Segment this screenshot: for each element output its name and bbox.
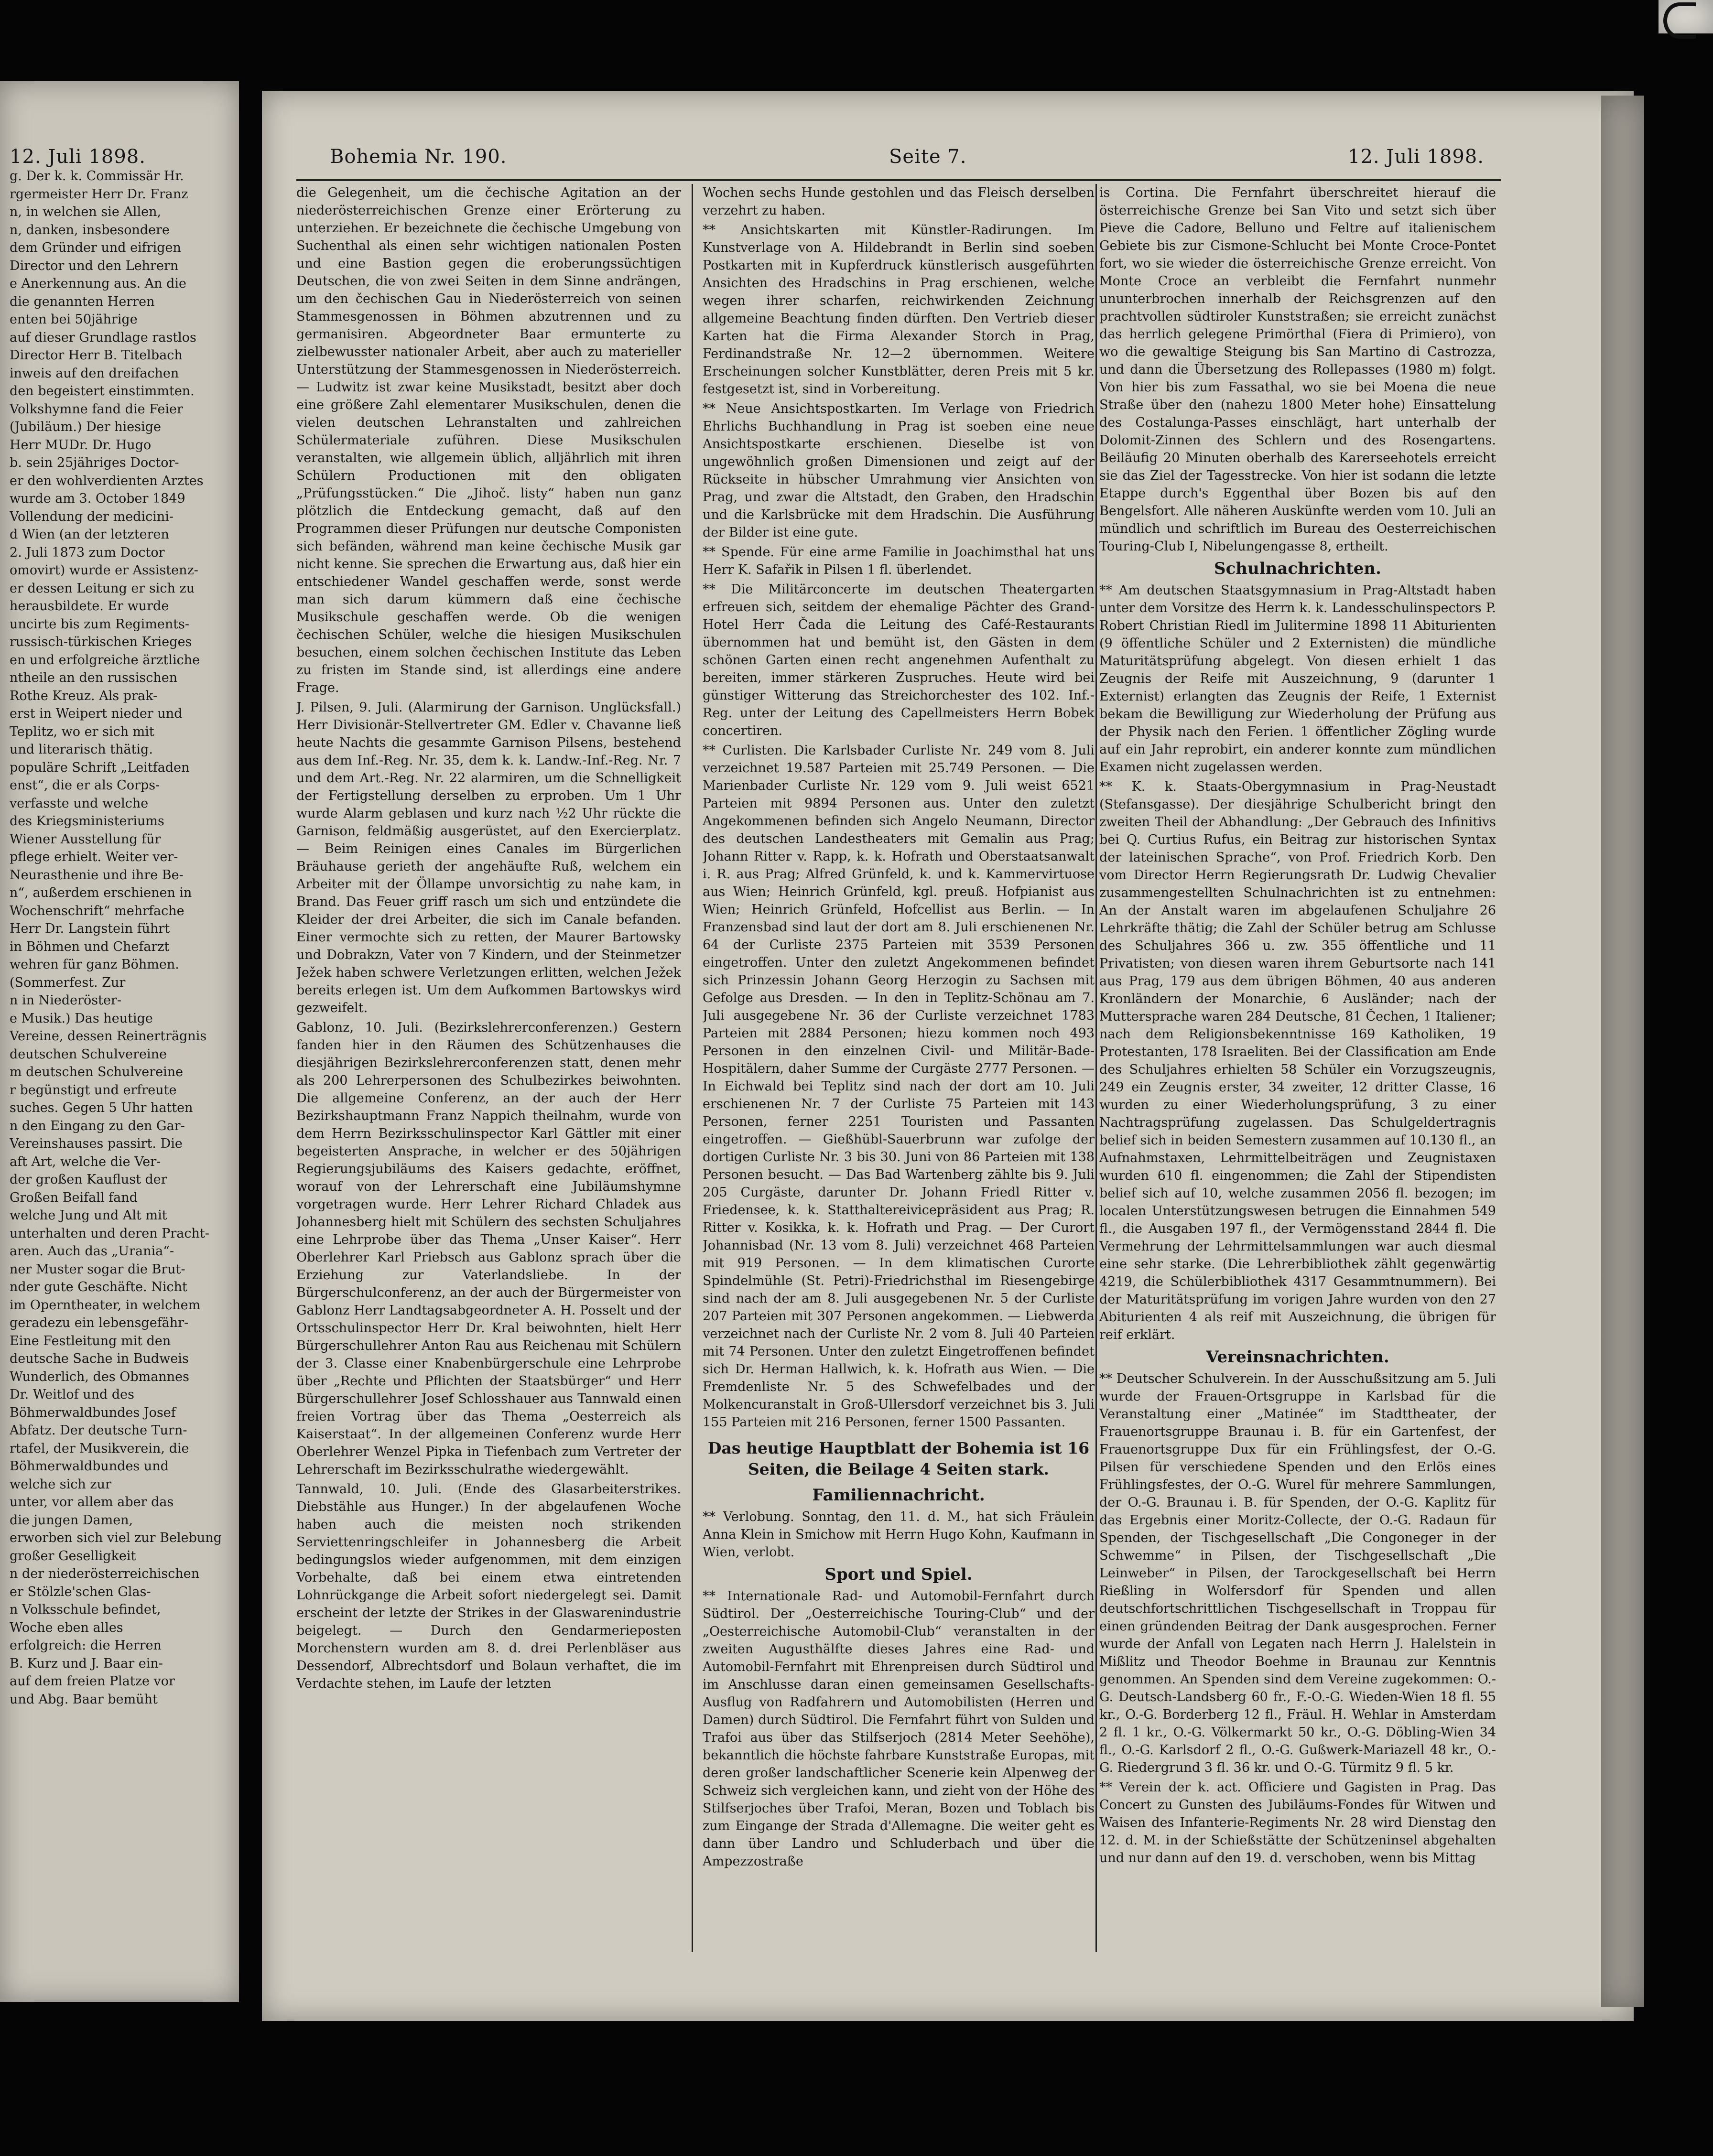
left-page-line: im Operntheater, in welchem	[10, 1297, 201, 1313]
left-page-line: geradezu ein lebensgefähr-	[10, 1315, 189, 1330]
left-page-line: erst in Weipert nieder und	[10, 706, 183, 721]
left-page-line: aft Art, welche die Ver-	[10, 1154, 161, 1169]
left-page-line: Vereine, dessen Reinerträgnis	[10, 1029, 207, 1044]
left-page-line: Wochenschrift“ mehrfache	[10, 903, 184, 918]
left-page-line: suches. Gegen 5 Uhr hatten	[10, 1100, 193, 1115]
left-page-line: der großen Kauflust der	[10, 1172, 167, 1187]
left-page-line: inweis auf den dreifachen	[10, 366, 179, 381]
column-1	[296, 184, 681, 1952]
article-agitation: die Gelegenheit, um die čechische Agitation an der niederösterreichischen Grenze einer Erörterung zu unterziehen. Er bezeichnete die čechische Umgebung von Suchenthal als einen sehr wichtigen nationalen Posten und eine Bastion gegen die eroberungssüchtigen Deutschen, die von zwei Seiten in dem Sinne andrängen, um den čechischen Gau in Niederösterreich von seinen Stammesgenossen in Böhmen abzutrennen und zu germanisiren. Abgeordneter Baar ermunterte zu zielbewusster nationaler Arbeit, aber auch zu materieller Unterstützung der Stammesgenossen in Niederösterreich. — Ludwitz ist zwar keine Musikstadt, besitzt aber doch eine größere Zahl elementarer Musikschulen, denen die vielen deutschen Lehranstalten und zahlreichen Schülermateriale zuführen. Diese Musikschulen veranstalten, wie allgemein üblich, alljährlich mit ihren Schülern Productionen mit den obligaten „Prüfungsstücken.“ Die „Jihoč. listy“ haben nun ganz plötzlich die Entdeckung gemacht, daß auf den Programmen dieser Prüfungen nur deutsche Componisten sich befänden, während man keine čechische Musik gar nicht kenne. Sie sprechen die Erwartung aus, daß hier ein entschiedener Wandel geschaffen werde, sonst werde man sich darum kümmern daß eine čechische Musikschule geschaffen werde. Ob die wenigen čechischen Schüler, welche die hiesigen Musikschulen besuchen, einem solchen čechischen Institute das Leben zu fristen im Stande sind, ist allerdings eine andere Frage.	[296, 185, 681, 695]
handwritten-mark	[1663, 2, 1696, 39]
left-page-line: aren. Auch das „Urania“-	[10, 1244, 174, 1259]
left-page-line: Director und den Lehrern	[10, 258, 179, 273]
left-page-line: Abfatz. Der deutsche Turn-	[10, 1423, 187, 1438]
school-heading: Schulnachrichten.	[1214, 559, 1381, 578]
column-rule-2	[1095, 184, 1097, 1952]
left-page-line: die jungen Damen,	[10, 1512, 133, 1528]
left-page-line: er dessen Leitung er sich zu	[10, 581, 195, 596]
article-spende: ** Spende. Für eine arme Familie in Joachimsthal hat uns Herr K. Safařik in Pilsen 1 fl. überlendet.	[703, 545, 1095, 577]
left-page-line: n Volksschule befindet,	[10, 1602, 161, 1617]
left-page-line: in Böhmen und Chefarzt	[10, 939, 170, 954]
left-page-line: Großen Beifall fand	[10, 1190, 138, 1205]
left-page-line: rtafel, der Musikverein, die	[10, 1441, 189, 1456]
left-page-line: d Wien (an der letzteren	[10, 527, 169, 542]
left-page-line: Neurasthenie und ihre Be-	[10, 867, 184, 883]
article-dogs: Wochen sechs Hunde gestohlen und das Fleisch derselben verzehrt zu haben.	[703, 185, 1095, 218]
associations-heading: Vereinsnachrichten.	[1206, 1348, 1389, 1367]
left-page-line: unterhalten und deren Pracht-	[10, 1226, 209, 1241]
left-page-line: herausbildete. Er wurde	[10, 599, 169, 614]
family-heading: Familiennachricht.	[812, 1486, 985, 1505]
left-page-line: rgermeister Herr Dr. Franz	[10, 186, 188, 202]
left-page-line: Eine Festleitung mit den	[10, 1333, 171, 1348]
left-page-line: den begeistert einstimmten.	[10, 384, 195, 399]
left-page-line: und Abg. Baar bemüht	[10, 1692, 158, 1707]
article-militaerconcerte: ** Die Militärconcerte im deutschen Theatergarten erfreuen sich, seitdem der ehemalige Pächter des Grand-Hotel Herr Čada die Leitung des Café-Restaurants übernommen hat und bemüht ist, den Gästen in dem schönen Garten einen recht angenehmen Aufenthalt zu bereiten, immer stärkeren Zuspruches. Heute wird bei günstiger Witterung das Streichorchester des 102. Inf.-Reg. unter der Leitung des Capellmeisters Herrn Bobek concertiren.	[703, 582, 1095, 738]
left-page-line: n in Niederöster-	[10, 993, 121, 1008]
header-rule	[296, 179, 1501, 181]
left-page-line: russisch-türkischen Krieges	[10, 635, 192, 649]
left-page-line: verfasste und welche	[10, 796, 149, 811]
left-page-line: deutschen Schulvereine	[10, 1046, 167, 1062]
left-page-line: wurde am 3. October 1849	[10, 491, 185, 506]
column-rule-1	[692, 184, 693, 1952]
page-number: Seite 7.	[889, 146, 967, 168]
article-staatsgymnasium: ** Am deutschen Staatsgymnasium in Prag-Altstadt haben unter dem Vorsitze des Herrn k. k. Landesschulinspectors P. Robert Christian Riedl im Julitermine 1898 11 Abiturienten (9 öffentliche Schüler und 2 Externisten) die mündliche Maturitätsprüfung abgelegt. Von diesen erhielt 1 das Zeugnis der Reife mit Auszeichnung, 9 (darunter 1 Externist) erlangten das Zeugnis der Reife, 1 Externist bekam die Bewilligung zur Wiederholung der Prüfung aus der Physik nach den Ferien. 1 öffentlicher Zögling wurde auf ein Jahr reprobirt, ein anderer konnte zum mündlichen Examen nicht zugelassen werden.	[1099, 583, 1496, 775]
article-verlobung: ** Verlobung. Sonntag, den 11. d. M., hat sich Fräulein Anna Klein in Smichow mit Herrn Hugo Kohn, Kaufmann in Wien, verlobt.	[703, 1509, 1095, 1560]
article-schulverein: ** Deutscher Schulverein. In der Ausschußsitzung am 5. Juli wurde der Frauen-Ortsgruppe in Karlsbad für die Veranstaltung einer „Matinée“ im Stadttheater, der Frauenortsgruppe Braunau i. B. für ein Gartenfest, der Frauenortsgruppe Dux für ein Frühlingsfest, der O.-G. Pilsen für verschiedene Spenden und den Erlös eines Frühlingsfestes, der O.-G. Wurel für mehrere Sammlungen, der O.-G. Braunau i. B. für Spenden, der O.-G. Kaplitz für das Ergebnis einer Moritz-Collecte, der O.-G. Radaun für Spenden, der Tischgesellschaft „Die Congoneger in der Schwemme“ in Pilsen, der Tischgesellschaft „Die Leinweber“ in Pilsen, der Tarockgesellschaft bei Herrn Rießling in Wolfersdorf für Spenden und allen deutschfortschrittlichen Tischgesellschaft in Troppau für einen gründenden Beitrag der Dank ausgesprochen. Ferner wurde der Anfall von Legaten nach Herrn J. Halelstein in Mißlitz und Theodor Boehme in Braunau zur Kenntnis genommen. An Spenden sind dem Vereine zugekommen: O.-G. Deutsch-Landsberg 60 fr., F.-O.-G. Wieden-Wien 18 fl. 55 kr., O.-G. Borderberg 12 fl., Fräul. H. Wehlar in Amsterdam 2 fl. 1 kr., O.-G. Völkermarkt 50 kr., O.-G. Döbling-Wien 34 fl., O.-G. Karlsdorf 2 fl., O.-G. Gußwerk-Mariazell 48 kr., O.-G. Riedergrund 3 fl. 36 kr. und O.-G. Türmitz 9 fl. 5 kr.	[1099, 1371, 1496, 1775]
left-page-line: omovirt) wurde er Assistenz-	[10, 563, 198, 578]
article-ansichtskarten: ** Ansichtskarten mit Künstler-Radirungen. Im Kunstverlage von A. Hildebrandt in Berlin sind soeben Postkarten mit in Kupferdruck künstlerisch ausgeführten Ansichten des Hradschins in Prag erschienen, welche wegen ihrer scharfen, reichwirkenden Zeichnung allgemeine Beachtung finden dürften. Den Vertrieb dieser Karten hat die Firma Alexander Storch in Prag, Ferdinandstraße Nr. 12—2 übernommen. Weitere Erscheinungen solcher Kunstblätter, deren Preis mit 5 kr. festgesetzt ist, sind in Vorbereitung.	[703, 223, 1095, 397]
left-page-line: Rothe Kreuz. Als prak-	[10, 688, 158, 703]
left-page-line: er Stölzle'schen Glas-	[10, 1584, 151, 1599]
left-page-line: unter, vor allem aber das	[10, 1495, 174, 1509]
left-page-line: Dr. Weitlof und des	[10, 1387, 134, 1402]
left-page-line: Herr MUDr. Dr. Hugo	[10, 437, 152, 453]
left-page-line: Director Herr B. Titelbach	[10, 348, 183, 363]
article-curlisten: ** Curlisten. Die Karlsbader Curliste Nr. 249 vom 8. Juli verzeichnet 19.587 Parteien mit 25.749 Personen. — Die Marienbader Curliste Nr. 129 vom 9. Juli weist 6521 Parteien mit 9894 Personen aus. Unter den zuletzt Angekommenen befinden sich Angelo Neumann, Director des deutschen Landestheaters mit Gemalin aus Prag; Johann Ritter v. Rapp, k. k. Hofrath und Oberstaatsanwalt i. R. aus Prag; Alfred Grünfeld, k. und k. Kammervirtuose aus Wien; Heinrich Grünfeld, kgl. preuß. Hofpianist aus Wien; Heinrich Grünfeld, Hofcellist aus Berlin. — In Franzensbad sind laut der dort am 8. Juli erschienenen Nr. 64 der Curliste 2375 Parteien mit 3539 Personen eingetroffen. Unter den zuletzt Angekommenen befindet sich Prinzessin Johann Georg Herzogin zu Sachsen mit Gefolge aus Dresden. — In den in Teplitz-Schönau am 7. Juli ausgegebene Nr. 36 der Curliste verzeichnet 1783 Parteien mit 2884 Personen; hiezu kommen noch 493 Personen in den einzelnen Civil- und Militär-Bade-Hospitälern, daher Summe der Curgäste 2777 Personen. — In Eichwald bei Teplitz sind nach der dort am 10. Juli erschienenen Nr. 7 der Curliste 75 Parteien mit 143 Personen, ferner 2251 Touristen und Passanten eingetroffen. — Gießhübl-Sauerbrunn war zufolge der dortigen Curliste Nr. 3 bis 30. Juni von 86 Parteien mit 138 Personen besucht. — Das Bad Wartenberg zählte bis 9. Juli 205 Curgäste, darunter Dr. Johann Friedl Ritter v. Friedensee, k. k. Statthaltereivicepräsident aus Prag; R. Ritter v. Kosikka, k. k. Hofrath und Prag. — Der Curort Johannisbad (Nr. 13 vom 8. Juli) verzeichnet 468 Parteien mit 919 Personen. — In dem klimatischen Curorte Spindelmühle (St. Petri)-Friedrichsthal im Riesengebirge sind nach der am 8. Juli ausgegebenen Nr. 5 der Curliste 207 Parteien mit 307 Personen angekommen. — Liebwerda verzeichnet nach der Curliste Nr. 2 vom 8. Juli 40 Parteien mit 74 Personen. Unter den zuletzt Eingetroffenen befindet sich Dr. Herman Hallwich, k. k. Hofrath aus Wien. — Die Fremdenliste Nr. 5 des Schwefelbades und der Molkencuranstalt in Groß-Ullersdorf verzeichnet bis 3. Juli 155 Parteien mit 216 Personen, ferner 1500 Passanten.	[703, 743, 1095, 1430]
article-fernfahrt-cont: is Cortina. Die Fernfahrt überschreitet hierauf die österreichische Grenze bei San Vito und setzt sich über Pieve die Cadore, Belluno und Feltre auf italienischem Gebiete bis zur Cismone-Schlucht bei Monte Croce-Pontet fort, wo sie wieder die österreichische Grenze erreicht. Von Monte Croce an verbleibt die Fernfahrt nunmehr ununterbrochen innerhalb der Reichsgrenzen auf den prachtvollen südtiroler Kunststraßen; sie erreicht zunächst das herrlich gelegene Primörthal (Fiera di Primiero), von wo die gewaltige Steigung bis San Martino di Castrozza, und dann die Übersetzung des Rollepasses (1980 m) folgt. Von hier bis zum Fassathal, wo sie bei Moena die neue Straße über den (nahezu 1800 Meter hohe) Einsattelung des Costalunga-Passes einschlägt, hart unterhalb der Dolomit-Zinnen des Schlern und des Rosengartens. Beiläufig 20 Minuten oberhalb des Karerseehotels erreicht sie das Ziel der Tagesstrecke. Von hier ist sodann die letzte Etappe durch's Eggenthal über Bozen bis auf den Bengelsfort. Alle näheren Auskünfte werden vom 10. Juli an mündlich und schriftlich im Bureau des Oesterreichischen Touring-Club I, Nibelungengasse 8, ertheilt.	[1099, 185, 1496, 554]
left-page-line: Teplitz, wo er sich mit	[10, 724, 154, 739]
left-page-date: 12. Juli 1898.	[10, 146, 146, 168]
article-officiere: ** Verein der k. act. Officiere und Gagisten in Prag. Das Concert zu Gunsten des Jubiläums-Fondes für Witwen und Waisen des Infanterie-Regiments Nr. 28 wird Dienstag den 12. d. M. in der Schießstätte der Schützeninsel abgehalten und nur dann auf den 19. d. verschoben, wenn bis Mittag	[1099, 1780, 1496, 1865]
left-page-line: welche Jung und Alt mit	[10, 1208, 167, 1223]
left-page-line: nder gute Geschäfte. Nicht	[10, 1280, 187, 1294]
left-page-line: e Musik.) Das heutige	[10, 1011, 153, 1026]
left-page-line: erfolgreich: die Herren	[10, 1638, 162, 1653]
article-pilsen: J. Pilsen, 9. Juli. (Alarmirung der Garnison. Unglücksfall.) Herr Divisionär-Stellvertreter GM. Edler v. Chavanne ließ heute Nachts die gesammte Garnison Pilsens, bestehend aus dem Inf.-Reg. Nr. 35, dem k. k. Landw.-Inf.-Reg. Nr. 7 und dem Art.-Reg. Nr. 22 alarmiren, um die Schnelligkeit der Fertigstellung derselben zu erproben. Um 1 Uhr wurde Alarm geblasen und kurz nach ½2 Uhr rückte die Garnison, feldmäßig ausgerüstet, auf den Exercierplatz. — Beim Reinigen eines Canales im Bürgerlichen Bräuhause gerieth der angehäufte Ruß, welchem ein Arbeiter mit der Öllampe unvorsichtig zu nahe kam, in Brand. Das Feuer griff rasch um sich und entzündete die Kleider der drei Arbeiter, die sich im Canale befanden. Einer vermochte sich zu retten, der Maurer Bartowsky und Dobrakzn, Vater von 7 Kindern, und der Steinmetzer Ježek haben schwere Verletzungen erlitten, welchen Ježek bereits erlegen ist. Um dem Aufkommen Bartowskys wird gezweifelt.	[296, 700, 681, 1015]
left-page-line: Wiener Ausstellung für	[10, 831, 161, 847]
left-page-line: erworben sich viel zur Belebung	[10, 1531, 222, 1545]
article-tannwald: Tannwald, 10. Juli. (Ende des Glasarbeiterstrikes. Diebstähle aus Hunger.) In der abgelaufenen Woche haben auch die meisten noch strikenden Serviettenringschleifer in Johannesberg die Arbeit bedingungslos wieder aufgenommen, mit dem einzigen Vorbehalte, daß bei einem etwa eintretenden Lohnrückgange die Arbeit sofort niedergelegt sei. Damit erscheint der letzte der Strikes in der Glaswarenindustrie beigelegt. — Durch den Gendarmerieposten Morchenstern wurden am 8. d. drei Perlenbläser aus Dessendorf, Albrechtsdorf und Bolaun verhaftet, die im Verdachte stehen, im Laufe der letzten	[296, 1482, 681, 1691]
left-page-line: die genannten Herren	[10, 294, 155, 309]
article-obergymnasium: ** K. k. Staats-Obergymnasium in Prag-Neustadt (Stefansgasse). Der diesjährige Schulbericht bringt den zweiten Theil der Abhandlung: „Der Gebrauch des Infinitivs bei Q. Curtius Rufus, ein Beitrag zur historischen Syntax der lateinischen Sprache“, von Prof. Friedrich Korb. Den vom Director Herrn Regierungsrath Dr. Ludwig Chevalier zusammengestellten Schulnachrichten ist zu entnehmen: An der Anstalt waren im abgelaufenen Schuljahre 26 Lehrkräfte thätig; die Zahl der Schüler betrug am Schlusse des Schuljahres 366 u. zw. 355 öffentliche und 11 Privatisten; von diesen waren ihrem Geburtsorte nach 141 aus Prag, 179 aus dem übrigen Böhmen, 40 aus anderen Kronländern der Monarchie, 6 Ausländer; nach der Muttersprache waren 284 Deutsche, 81 Čechen, 1 Italiener; nach dem Religionsbekenntnisse 169 Katholiken, 19 Protestanten, 178 Israeliten. Bei der Classification am Ende des Schuljahres erhielten 58 Schüler ein Vorzugszeugnis, 249 ein Zeugnis erster, 34 zweiter, 12 dritter Classe, 16 wurden zu einer Wiederholungsprüfung, 3 zu einer Nachtragsprüfung zugelassen. Das Schulgeldertragnis belief sich in beiden Semestern zusammen auf 10.130 fl., an Aufnahmstaxen, Lehrmittelbeiträgen und Zeugnistaxen wurden 610 fl. eingenommen; die Zahl der Stipendisten belief sich auf 10, welche zusammen 2056 fl. bezogen; im localen Unterstützungswesen betrugen die Einnahmen 549 fl., die Ausgaben 197 fl., der Vermögensstand 2844 fl. Die Vermehrung der Lehrmittelsammlungen war auch diesmal eine sehr starke. (Die Lehrerbibliothek zählt gegenwärtig 4219, die Schülerbibliothek 4317 Gesammtnummern). Bei der Maturitätsprüfung im vorigen Jahre wurden von den 27 Abiturienten 4 als reif mit Auszeichnung, die übrigen für reif erklärt.	[1099, 779, 1496, 1342]
left-page-line: g. Der k. k. Commissär Hr.	[10, 169, 184, 183]
article-postkarten: ** Neue Ansichtspostkarten. Im Verlage von Friedrich Ehrlichs Buchhandlung in Prag ist soeben eine neue Ansichtspostkarte erschienen. Dieselbe ist von ungewöhnlich großen Dimensionen und zeigt auf der Rückseite in hübscher Umrahmung vier Ansichten von Prag, und zwar die Altstadt, den Graben, den Hradschin und die Karlsbrücke mit dem Hradschin. Die Ausführung der Bilder ist eine gute.	[703, 401, 1095, 540]
left-page-line: populäre Schrift „Leitfaden	[10, 760, 190, 775]
left-page-column	[10, 167, 227, 1983]
left-page-line: großer Geselligkeit	[10, 1548, 136, 1563]
left-page-line: deutsche Sache in Budweis	[10, 1351, 189, 1366]
left-page-line: r begünstigt und erfreute	[10, 1082, 177, 1098]
left-page-line: ntheile an den russischen	[10, 670, 178, 685]
left-page-line: n der niederösterreichischen	[10, 1566, 200, 1581]
left-page-line: Böhmerwaldbundes und	[10, 1459, 169, 1474]
left-page-line: enst“, die er als Corps-	[10, 778, 160, 793]
left-page-line: pflege erhielt. Weiter ver-	[10, 850, 178, 864]
left-page-line: (Jubiläum.) Der hiesige	[10, 420, 161, 434]
left-page-line: b. sein 25jähriges Doctor-	[10, 455, 179, 470]
left-page-line: e Anerkennung aus. An die	[10, 276, 186, 291]
left-page-line: 2. Juli 1873 zum Doctor	[10, 545, 165, 560]
column-2	[703, 184, 1095, 1952]
left-page-line: en und erfolgreiche ärztliche	[10, 652, 200, 668]
left-page-line: Volkshymne fand die Feier	[10, 401, 183, 417]
left-page-line: (Sommerfest. Zur	[10, 975, 126, 990]
left-page-line: ner Muster sogar die Brut-	[10, 1261, 185, 1277]
left-page-line: Herr Dr. Langstein führt	[10, 921, 170, 936]
page-edge	[1601, 96, 1644, 2007]
left-page-line: Vereinshauses passirt. Die	[10, 1136, 183, 1151]
left-page-line: uncirte bis zum Regiments-	[10, 616, 190, 632]
left-page-line: n, in welchen sie Allen,	[10, 205, 162, 219]
left-page-line: auf dem freien Platze vor	[10, 1674, 175, 1689]
left-page-line: er den wohlverdienten Arztes	[10, 473, 204, 488]
left-page-line: Wunderlich, des Obmannes	[10, 1369, 189, 1384]
left-page-line: n den Eingang zu den Gar-	[10, 1118, 185, 1133]
page-date: 12. Juli 1898.	[1348, 146, 1484, 168]
left-page-line: des Kriegsministeriums	[10, 814, 164, 829]
left-page-line: welche sich zur	[10, 1477, 111, 1492]
paper-issue: Bohemia Nr. 190.	[330, 146, 507, 168]
column-3	[1099, 184, 1496, 1952]
left-page-line: wehren für ganz Böhmen.	[10, 957, 179, 972]
left-page-line: B. Kurz und J. Baar ein-	[10, 1656, 163, 1671]
left-page-line: Vollendung der medicini-	[10, 509, 173, 524]
left-page-line: dem Gründer und eifrigen	[10, 240, 181, 255]
left-page-line: und literarisch thätig.	[10, 742, 153, 757]
left-page-line: n“, außerdem erschienen in	[10, 885, 192, 900]
issue-notice: Das heutige Hauptblatt der Bohemia ist 16 Seiten, die Beilage 4 Seiten stark.	[707, 1439, 1090, 1478]
sport-heading: Sport und Spiel.	[824, 1565, 973, 1584]
article-fernfahrt: ** Internationale Rad- und Automobil-Fernfahrt durch Südtirol. Der „Oesterreichische Touring-Club“ und der „Oesterreichische Automobil-Club“ veranstalten in der zweiten Augusthälfte dieses Jahres eine Rad- und Automobil-Fernfahrt mit Ehrenpreisen durch Südtirol und im Anschlusse daran einen gemeinsamen Gesellschafts-Ausflug von Radfahrern und Automobilisten (Herren und Damen) durch Südtirol. Die Fernfahrt führt von Sulden und Trafoi aus über das Stilfserjoch (2814 Meter Seehöhe), bekanntlich die höchste fahrbare Kunststraße Europas, mit deren großer landschaftlicher Scenerie kein Alpenweg der Schweiz sich vergleichen kann, und zieht von der Höhe des Stilfserjoches über Trafoi, Meran, Bozen und Toblach bis zum Eingange der Strada d'Allemagne. Die weiter geht es dann über Landro und Schluderbach und über die Ampezzostraße	[703, 1589, 1095, 1869]
left-page-line: Böhmerwaldbundes Josef	[10, 1405, 176, 1420]
left-page-line: Woche eben alles	[10, 1620, 123, 1635]
left-page-line: enten bei 50jährige	[10, 312, 138, 327]
left-page-line: m deutschen Schulvereine	[10, 1065, 184, 1079]
left-page-line: auf dieser Grundlage rastlos	[10, 330, 196, 345]
article-gablonz: Gablonz, 10. Juli. (Bezirkslehrerconferenzen.) Gestern fanden hier in den Räumen des Schützenhauses die diesjährigen Bezirkslehrerconferenzen statt, denen mehr als 200 Lehrerpersonen des Schulbezirkes beiwohnten. Die allgemeine Conferenz, an der auch der Herr Bezirkshauptmann Franz Nappich theilnahm, wurde von dem Herrn Bezirksschulinspector Karl Gättler mit einer begeisterten Ansprache, in welcher er des 50jährigen Regierungsjubiläums des Kaisers gedachte, eröffnet, worauf von der Lehrerschaft eine Jubiläumshymne vorgetragen wurde. Herr Lehrer Richard Chladek aus Johannesberg hielt mit Schülern des sechsten Schuljahres eine Lehrprobe über das Thema „Unser Kaiser“. Herr Oberlehrer Karl Priebsch aus Gablonz sprach über die Erziehung zur Vaterlandsliebe. In der Bürgerschulconferenz, an der auch der Bürgermeister von Gablonz Herr Landtagsabgeordneter A. H. Posselt und der Ortsschulinspector Herr Dr. Kral beiwohnten, hielt Herr Bürgerschullehrer Anton Rau aus Reichenau mit Schülern der 3. Classe einer Knabenbürgerschule eine Lehrprobe über „Rechte und Pflichten der Staatsbürger“ und Herr Bürgerschullehrer Josef Schlosshauer aus Tannwald einen freien Vortrag über das Thema „Oesterreich als Kaiserstaat“. In der allgemeinen Conferenz wurde Herr Oberlehrer Wenzel Pipka in Tiefenbach zum Vertreter der Lehrerschaft im Bezirksschulrathe wiedergewählt.	[296, 1020, 681, 1477]
left-page-line: n, danken, insbesondere	[10, 222, 170, 237]
